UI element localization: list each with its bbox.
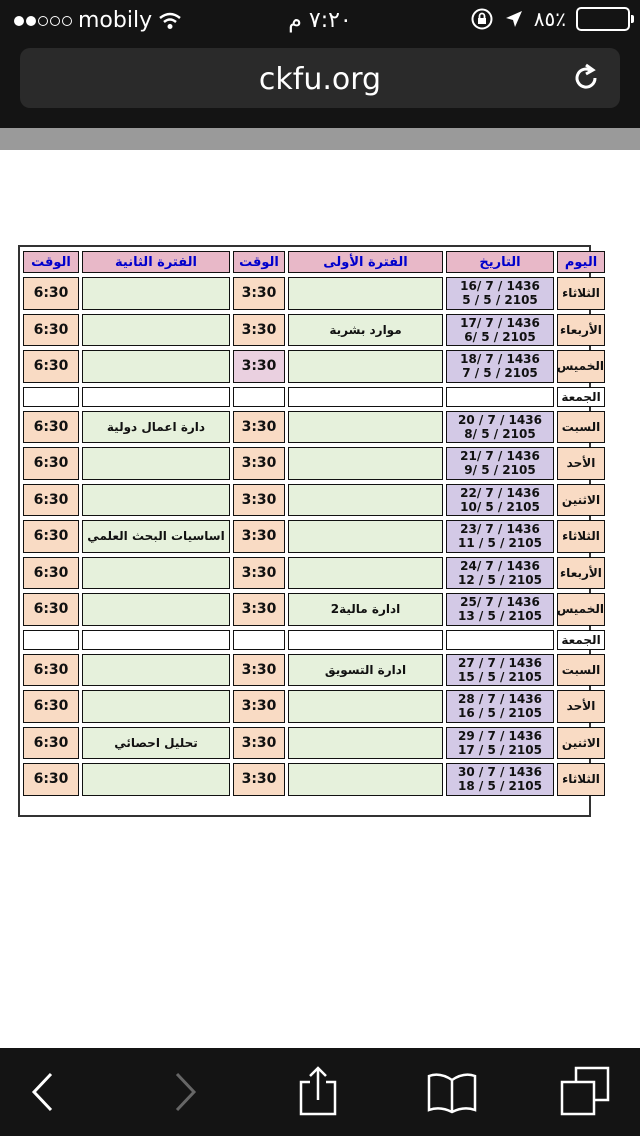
period2-cell: دارة اعمال دولية [82, 411, 230, 444]
table-row [23, 630, 605, 650]
hijri-date: 22/ 7 / 1436 [460, 485, 540, 500]
time2-cell: 6:30 [23, 520, 79, 553]
table-row [23, 727, 605, 760]
hijri-date: 28 / 7 / 1436 [458, 692, 542, 707]
day-cell: الخميس [557, 593, 605, 626]
time1-cell: 3:30 [233, 277, 285, 310]
day-cell: الثلاثاء [557, 520, 605, 553]
exam-schedule-table [18, 245, 604, 817]
day-cell: الاثنين [557, 484, 605, 517]
date-cell [446, 654, 554, 687]
carrier-name: mobily [78, 8, 153, 33]
time2-cell: 6:30 [23, 277, 79, 310]
period1-cell [288, 727, 443, 760]
time1-cell: 3:30 [233, 654, 285, 687]
gregorian-date: 9/ 5 / 2105 [464, 463, 536, 478]
time2-cell: 6:30 [23, 690, 79, 723]
period1-cell [288, 350, 443, 383]
date-cell [446, 387, 554, 407]
schedule-grid [20, 247, 608, 800]
time1-cell: 3:30 [233, 447, 285, 480]
period2-cell [82, 350, 230, 383]
date-cell [446, 690, 554, 723]
period1-cell [288, 447, 443, 480]
gregorian-date: 17 / 5 / 2105 [458, 742, 542, 757]
period1-cell [288, 557, 443, 590]
time1-cell: 3:30 [233, 763, 285, 796]
time2-cell: 6:30 [23, 484, 79, 517]
gregorian-date: 6/ 5 / 2105 [464, 329, 536, 344]
table-row [23, 520, 605, 553]
hijri-date: 25/ 7 / 1436 [460, 595, 540, 610]
day-cell: الأربعاء [557, 314, 605, 347]
time2-cell [23, 630, 79, 650]
time1-cell: 3:30 [233, 411, 285, 444]
period1-cell: ادارة التسويق [288, 654, 443, 687]
browser-toolbar [0, 1048, 640, 1136]
status-bar [0, 0, 640, 40]
time1-cell: 3:30 [233, 520, 285, 553]
header-period1: الفترة الأولى [288, 251, 443, 273]
forward-icon[interactable] [158, 1066, 210, 1118]
time1-cell [233, 387, 285, 407]
period1-cell [288, 520, 443, 553]
date-cell [446, 520, 554, 553]
time2-cell: 6:30 [23, 727, 79, 760]
day-cell: الأحد [557, 447, 605, 480]
gregorian-date: 12 / 5 / 2105 [458, 572, 542, 587]
period2-cell: تحليل احصائي [82, 727, 230, 760]
gregorian-date: 8/ 5 / 2105 [464, 426, 536, 441]
time1-cell: 3:30 [233, 690, 285, 723]
period1-cell [288, 484, 443, 517]
rotation-lock-icon [470, 7, 494, 31]
gregorian-date: 10/ 5 / 2105 [460, 499, 540, 514]
date-cell [446, 484, 554, 517]
date-cell [446, 763, 554, 796]
hijri-date: 29 / 7 / 1436 [458, 728, 542, 743]
date-cell [446, 557, 554, 590]
table-row [23, 654, 605, 687]
period2-cell [82, 484, 230, 517]
status-right [470, 7, 630, 31]
header-time2: الوقت [23, 251, 79, 273]
time1-cell: 3:30 [233, 484, 285, 517]
period1-cell [288, 277, 443, 310]
period2-cell [82, 763, 230, 796]
hijri-date: 16/ 7 / 1436 [460, 279, 540, 294]
period2-cell [82, 690, 230, 723]
table-row [23, 557, 605, 590]
date-cell [446, 593, 554, 626]
gregorian-date: 16 / 5 / 2105 [458, 706, 542, 721]
period1-cell: ادارة مالية2 [288, 593, 443, 626]
table-row [23, 763, 605, 796]
date-cell [446, 350, 554, 383]
schedule-body [23, 251, 605, 796]
bookmarks-icon[interactable] [426, 1066, 478, 1118]
time1-cell: 3:30 [233, 727, 285, 760]
period1-cell: موارد بشرية [288, 314, 443, 347]
location-arrow-icon [504, 9, 524, 29]
browser-chrome [0, 0, 640, 128]
url-text[interactable]: ckfu.org [258, 62, 382, 97]
gregorian-date: 15 / 5 / 2105 [458, 669, 542, 684]
hijri-date: 20 / 7 / 1436 [458, 412, 542, 427]
time2-cell: 6:30 [23, 411, 79, 444]
day-cell: الخميس [557, 350, 605, 383]
hijri-date: 17/ 7 / 1436 [460, 315, 540, 330]
time1-cell: 3:30 [233, 593, 285, 626]
period2-cell [82, 630, 230, 650]
gregorian-date: 13 / 5 / 2105 [458, 609, 542, 624]
hijri-date: 21/ 7 / 1436 [460, 449, 540, 464]
header-time1: الوقت [233, 251, 285, 273]
date-cell [446, 630, 554, 650]
day-cell: السبت [557, 654, 605, 687]
time2-cell: 6:30 [23, 350, 79, 383]
period1-cell [288, 763, 443, 796]
hijri-date: 18/ 7 / 1436 [460, 352, 540, 367]
table-row [23, 314, 605, 347]
time2-cell: 6:30 [23, 763, 79, 796]
day-cell: السبت [557, 411, 605, 444]
time1-cell [233, 630, 285, 650]
day-cell: الثلاثاء [557, 277, 605, 310]
period1-cell [288, 411, 443, 444]
hijri-date: 24/ 7 / 1436 [460, 558, 540, 573]
day-cell: الثلاثاء [557, 763, 605, 796]
header-row [23, 251, 605, 273]
header-day: اليوم [557, 251, 605, 273]
time2-cell: 6:30 [23, 314, 79, 347]
hijri-date: 23/ 7 / 1436 [460, 522, 540, 537]
period2-cell: اساسيات البحث العلمي [82, 520, 230, 553]
day-cell: الأحد [557, 690, 605, 723]
gregorian-date: 18 / 5 / 2105 [458, 779, 542, 794]
period2-cell [82, 593, 230, 626]
status-time: ٧:٢٠ م [288, 8, 352, 33]
date-cell [446, 277, 554, 310]
table-row [23, 690, 605, 723]
time2-cell: 6:30 [23, 654, 79, 687]
time2-cell [23, 387, 79, 407]
time1-cell: 3:30 [233, 314, 285, 347]
gregorian-date: 11 / 5 / 2105 [458, 536, 542, 551]
day-cell: الأربعاء [557, 557, 605, 590]
reload-icon[interactable] [570, 62, 602, 94]
period2-cell [82, 277, 230, 310]
period2-cell [82, 557, 230, 590]
day-cell: الجمعة [557, 387, 605, 407]
period2-cell [82, 654, 230, 687]
period2-cell [82, 387, 230, 407]
period1-cell [288, 630, 443, 650]
time2-cell: 6:30 [23, 447, 79, 480]
back-icon[interactable] [18, 1066, 70, 1118]
gregorian-date: 7 / 5 / 2105 [462, 366, 538, 381]
table-row [23, 350, 605, 383]
period1-cell [288, 690, 443, 723]
day-cell: الاثنين [557, 727, 605, 760]
gregorian-date: 5 / 5 / 2105 [462, 293, 538, 308]
day-cell: الجمعة [557, 630, 605, 650]
header-date: التاريخ [446, 251, 554, 273]
period2-cell [82, 447, 230, 480]
table-row [23, 447, 605, 480]
table-row [23, 387, 605, 407]
date-cell [446, 411, 554, 444]
time1-cell: 3:30 [233, 557, 285, 590]
period1-cell [288, 387, 443, 407]
period2-cell [82, 314, 230, 347]
table-row [23, 277, 605, 310]
date-cell [446, 727, 554, 760]
hijri-date: 27 / 7 / 1436 [458, 655, 542, 670]
table-row [23, 411, 605, 444]
battery-percent: ٨٥٪ [533, 7, 566, 31]
date-cell [446, 447, 554, 480]
tabs-icon[interactable] [560, 1066, 612, 1118]
time2-cell: 6:30 [23, 557, 79, 590]
time2-cell: 6:30 [23, 593, 79, 626]
hijri-date: 30 / 7 / 1436 [458, 765, 542, 780]
time1-cell: 3:30 [233, 350, 285, 383]
battery-icon [576, 7, 630, 31]
page-top-divider [0, 128, 640, 150]
date-cell [446, 314, 554, 347]
header-period2: الفترة الثانية [82, 251, 230, 273]
address-bar[interactable] [20, 48, 620, 108]
table-row [23, 593, 605, 626]
table-row [23, 484, 605, 517]
share-icon[interactable] [292, 1066, 344, 1118]
